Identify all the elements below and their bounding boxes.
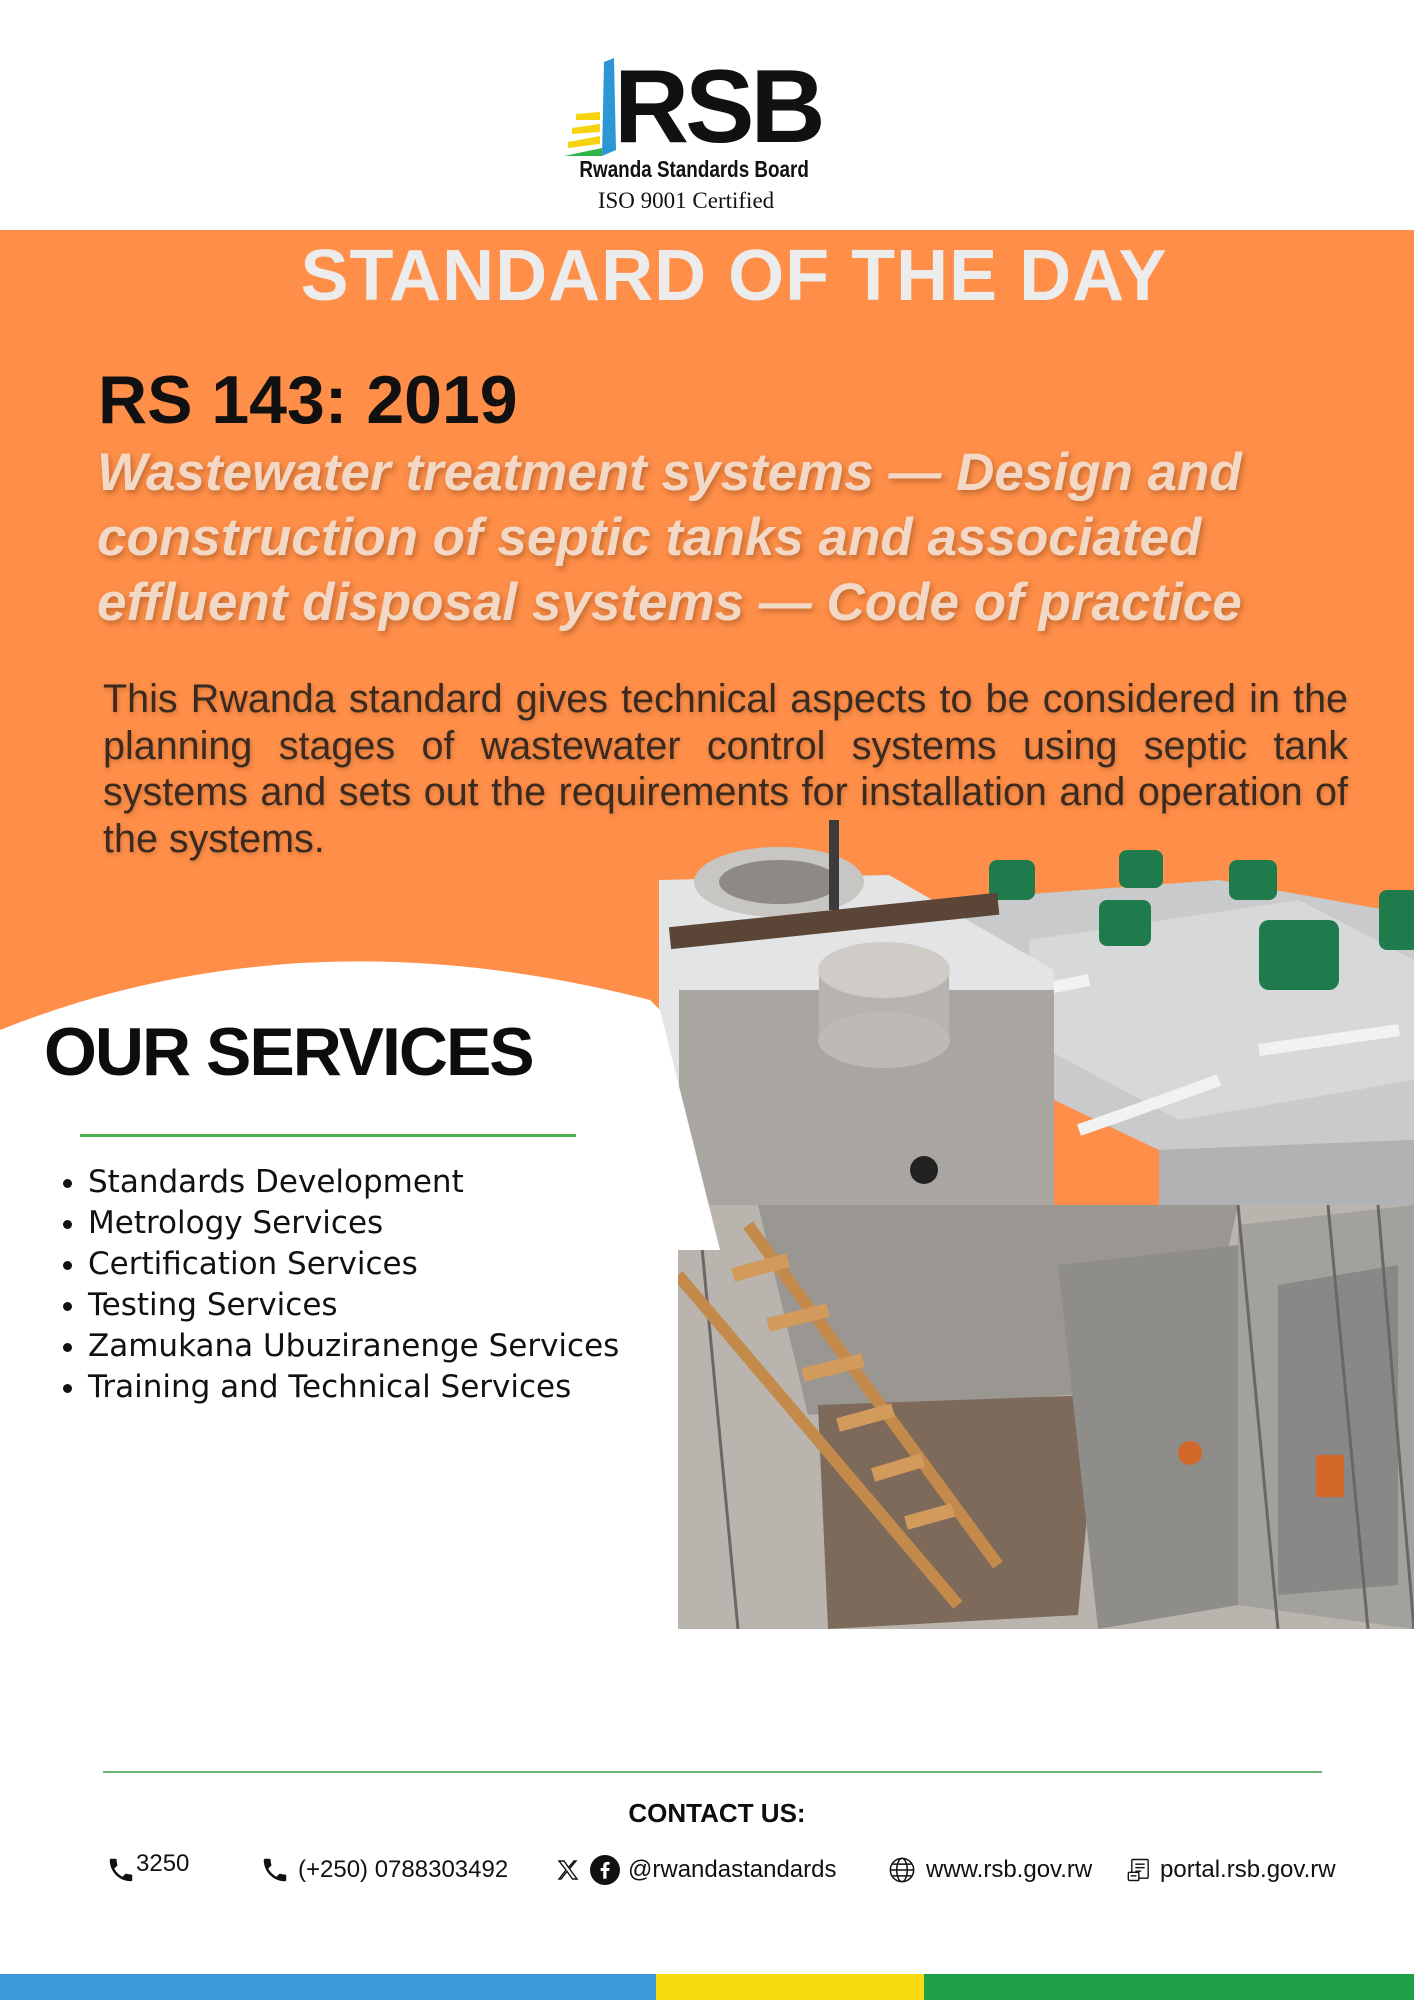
service-item: • Certification Services — [88, 1244, 619, 1285]
services-divider — [80, 1134, 576, 1137]
construction-pit-photo — [678, 1205, 1414, 1629]
facebook-icon — [590, 1855, 620, 1885]
hotline-text: 3250 — [136, 1850, 190, 1877]
contact-hotline[interactable] — [106, 1851, 189, 1889]
contact-portal[interactable] — [1126, 1851, 1336, 1889]
globe-icon — [888, 1856, 916, 1884]
footer-divider — [103, 1771, 1322, 1773]
flag-bar-yellow — [656, 1974, 924, 2000]
social-text: @rwandastandards — [628, 1856, 837, 1883]
contact-social[interactable] — [556, 1851, 836, 1889]
service-item: • Zamukana Ubuziranenge Services — [88, 1326, 619, 1367]
headline: STANDARD OF THE DAY — [300, 236, 1168, 316]
website-text: www.rsb.gov.rw — [926, 1856, 1093, 1883]
logo-wordmark: RSB — [614, 49, 822, 165]
services-title: OUR SERVICES — [44, 1014, 533, 1090]
phone-icon — [260, 1855, 290, 1885]
contact-website[interactable] — [888, 1851, 1092, 1889]
portal-icon — [1126, 1856, 1154, 1884]
flag-bar-blue — [0, 1974, 656, 2000]
services-list — [56, 1162, 619, 1408]
iso-certification: ISO 9001 Certified — [597, 188, 775, 213]
portal-text: portal.rsb.gov.rw — [1160, 1856, 1336, 1883]
septic-tank-photo — [659, 820, 1414, 1218]
phone-icon — [106, 1855, 136, 1885]
standard-title: Wastewater treatment systems — Design and construction of septic tanks and associated effluent disposal systems — Code of practice — [97, 443, 1242, 632]
service-item: • Training and Technical Services — [88, 1367, 619, 1408]
service-item: • Standards Development — [88, 1162, 619, 1203]
rsb-logo — [556, 49, 822, 218]
contact-title: CONTACT US: — [628, 1798, 806, 1828]
standard-code: RS 143: 2019 — [98, 362, 518, 438]
standard-description: This Rwanda standard gives technical aspects to be considered in the planning stages of wastewater control systems using septic tank systems and sets out the requirements for installation and operation of the systems. — [103, 677, 1348, 861]
phone-text: (+250) 0788303492 — [298, 1856, 509, 1883]
flag-bar-green — [924, 1974, 1414, 2000]
service-item: • Testing Services — [88, 1285, 619, 1326]
service-item: • Metrology Services — [88, 1203, 619, 1244]
x-logo-icon — [556, 1858, 580, 1882]
contact-phone[interactable] — [260, 1851, 508, 1889]
org-name: Rwanda Standards Board — [579, 156, 809, 182]
